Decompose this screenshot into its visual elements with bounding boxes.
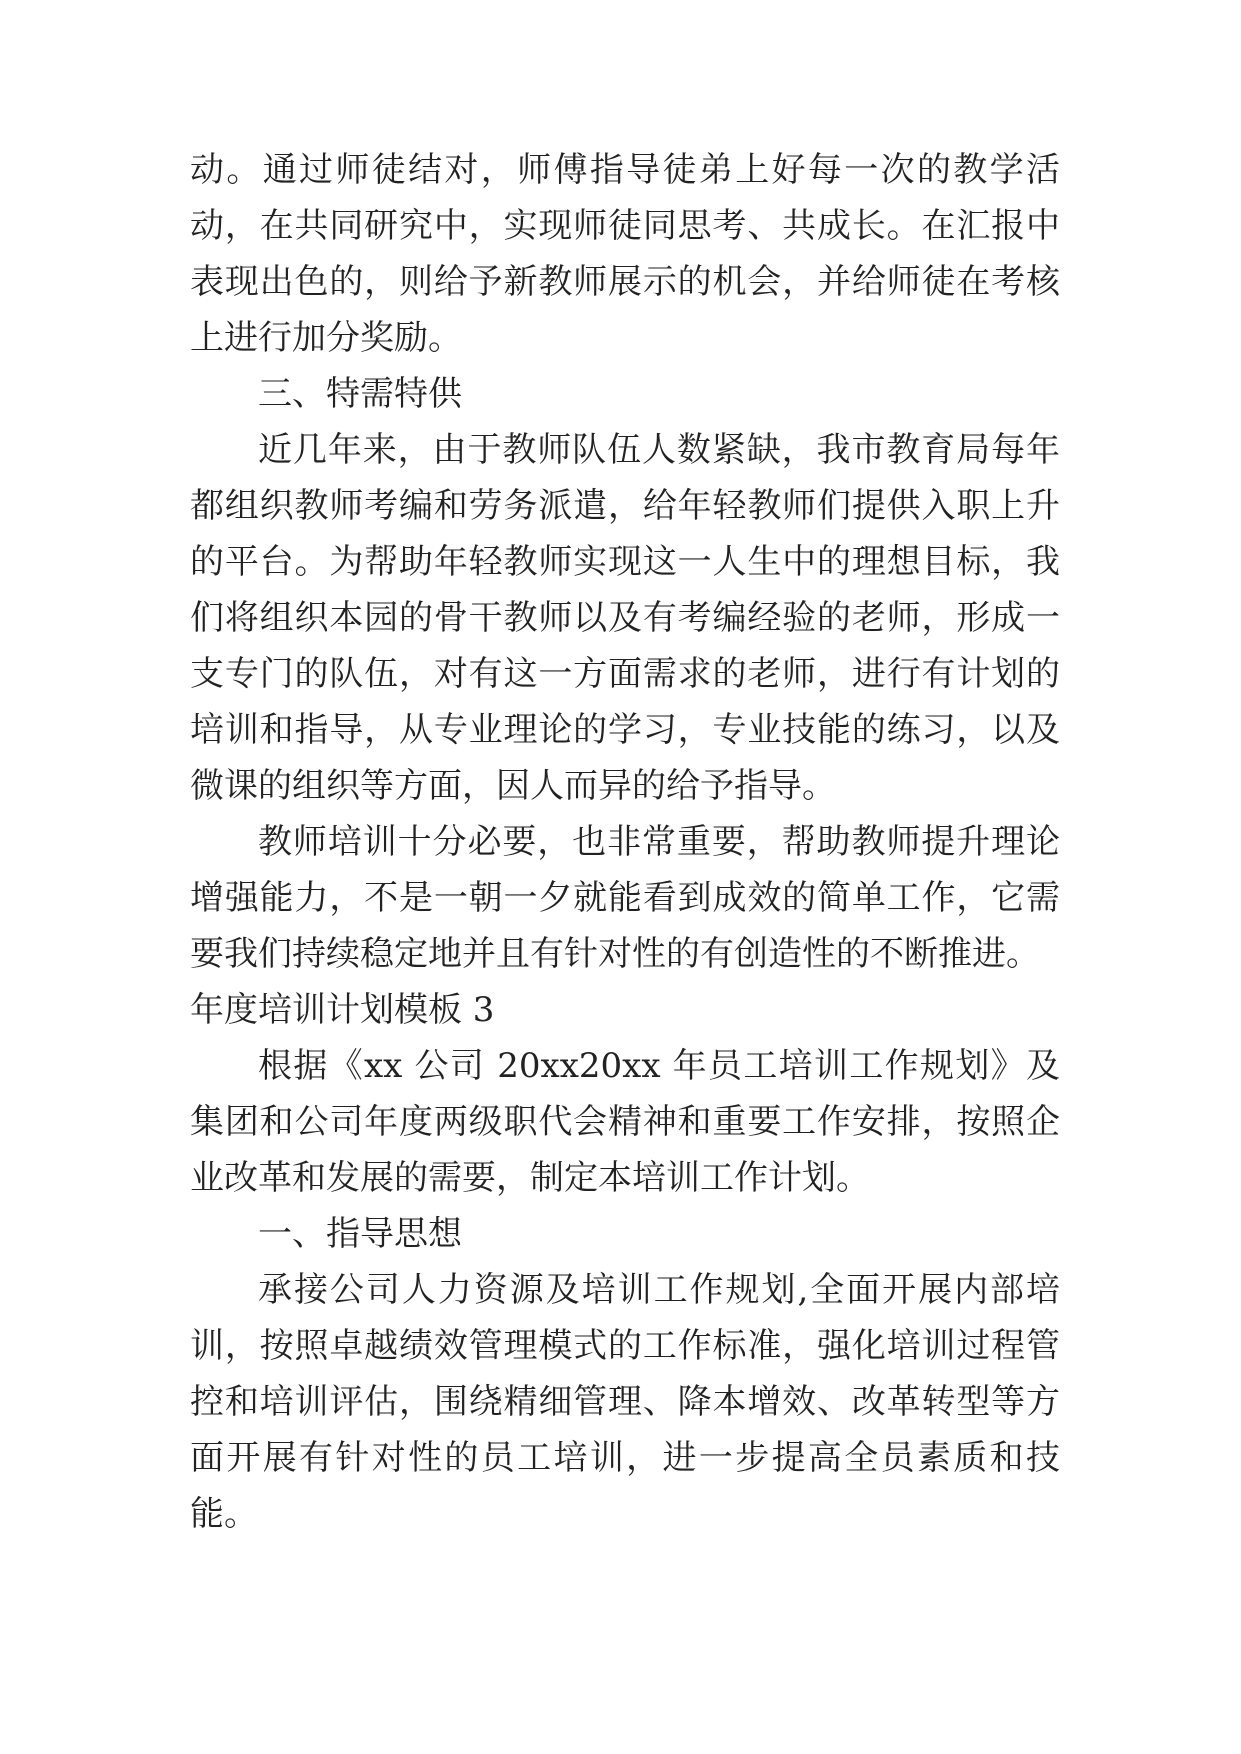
paragraph-basis: 根据《xx 公司 20xx20xx 年员工培训工作规划》及集团和公司年度两级职代会精神和重要工作安排，按照企业改革和发展的需要，制定本培训工作计划。 [190,1046,1060,1198]
paragraph-continuation: 动。通过师徒结对，师傅指导徒弟上好每一次的教学活动，在共同研究中，实现师徒同思考、共成长。在汇报中表现出色的，则给予新教师展示的机会，并给师徒在考核上进行加分奖励。 [190,150,1060,358]
document-title-template-3: 年度培训计划模板 3 [190,990,495,1030]
document-page [190,142,1060,1542]
section-heading-three: 三、特需特供 [258,374,462,414]
paragraph-training-importance: 教师培训十分必要，也非常重要，帮助教师提升理论增强能力，不是一朝一夕就能看到成效的简单工作，它需要我们持续稳定地并且有针对性的有创造性的不断推进。 [190,822,1060,974]
paragraph-special-needs: 近几年来，由于教师队伍人数紧缺，我市教育局每年都组织教师考编和劳务派遣，给年轻教师们提供入职上升的平台。为帮助年轻教师实现这一人生中的理想目标，我们将组织本园的骨干教师以及有考编经验的老师，形成一支专门的队伍，对有这一方面需求的老师，进行有计划的培训和指导，从专业理论的学习，专业技能的练习，以及微课的组织等方面，因人而异的给予指导。 [190,430,1060,806]
section-heading-one: 一、指导思想 [258,1214,462,1254]
paragraph-guiding-ideology: 承接公司人力资源及培训工作规划,全面开展内部培训，按照卓越绩效管理模式的工作标准，强化培训过程管控和培训评估，围绕精细管理、降本增效、改革转型等方面开展有针对性的员工培训，进一步提高全员素质和技能。 [190,1270,1060,1534]
